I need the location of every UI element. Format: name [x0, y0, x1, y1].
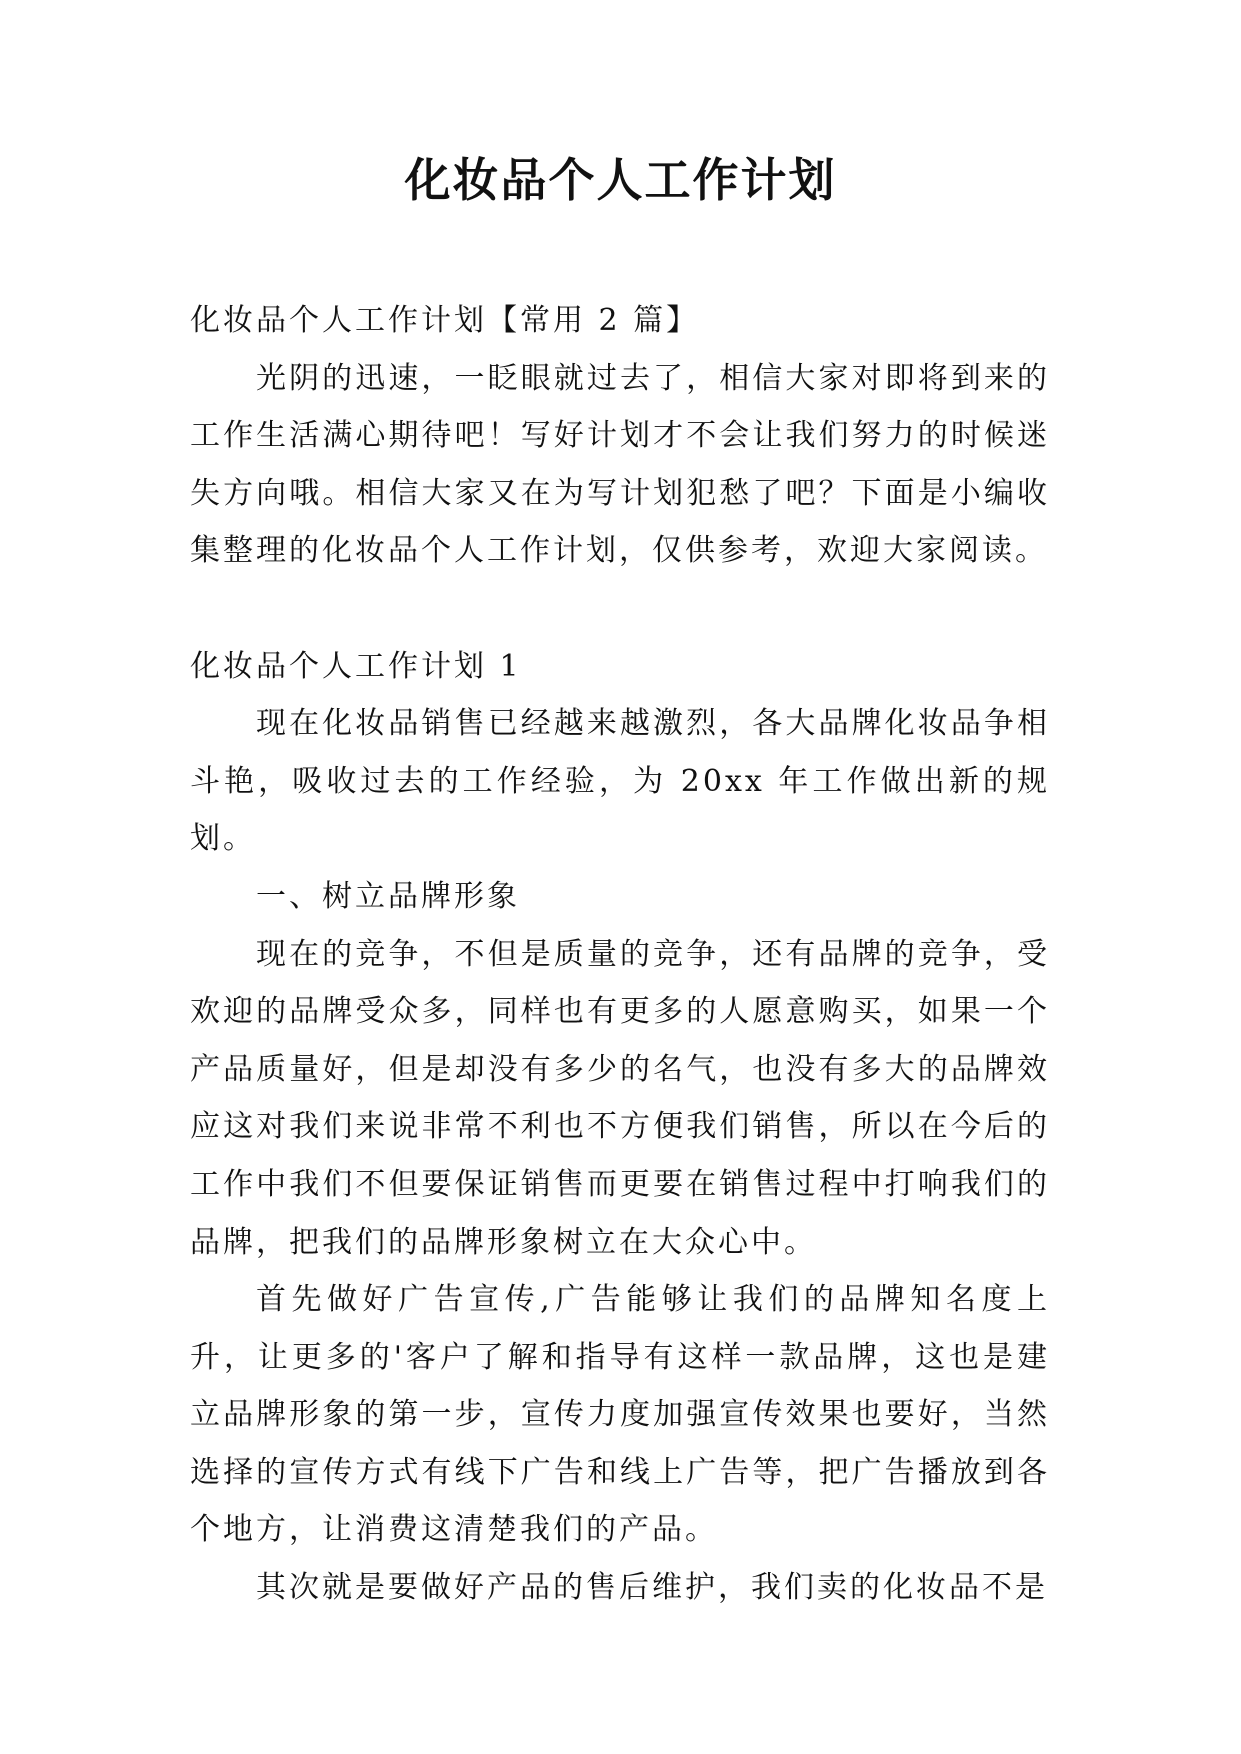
intro-paragraph: 光阴的迅速，一眨眼就过去了，相信大家对即将到来的工作生活满心期待吧！写好计划才不会让我们努力的时候迷失方向哦。相信大家又在为写计划犯愁了吧？下面是小编收集整理的化妆品个人工作计划，仅供参考，欢迎大家阅读。 [190, 360, 1050, 569]
document-subtitle: 化妆品个人工作计划【常用 2 篇】 [190, 303, 700, 338]
body-paragraph: 首先做好广告宣传,广告能够让我们的品牌知名度上升，让更多的'客户了解和指导有这样一款品牌，这也是建立品牌形象的第一步，宣传力度加强宣传效果也要好，当然选择的宣传方式有线下广告和线上广告等，把广告播放到各个地方，让消费这清楚我们的产品。 [190, 1282, 1050, 1548]
body-paragraph: 其次就是要做好产品的售后维护，我们卖的化妆品不是 [256, 1570, 1048, 1606]
body-paragraph: 现在化妆品销售已经越来越激烈，各大品牌化妆品争相斗艳，吸收过去的工作经验，为 20xx 年工作做出新的规划。 [190, 706, 1050, 857]
paragraph-spacer [190, 580, 1050, 638]
document-body [190, 292, 1050, 1617]
document-title: 化妆品个人工作计划 [404, 153, 837, 207]
section-heading: 化妆品个人工作计划 1 [190, 648, 522, 684]
body-paragraph: 现在的竞争，不但是质量的竞争，还有品牌的竞争，受欢迎的品牌受众多，同样也有更多的人愿意购买，如果一个产品质量好，但是却没有多少的名气，也没有多大的品牌效应这对我们来说非常不利也不方便我们销售，所以在今后的工作中我们不但要保证销售而更要在销售过程中打响我们的品牌，把我们的品牌形象树立在大众心中。 [190, 936, 1050, 1260]
subheading: 一、树立品牌形象 [256, 878, 520, 914]
